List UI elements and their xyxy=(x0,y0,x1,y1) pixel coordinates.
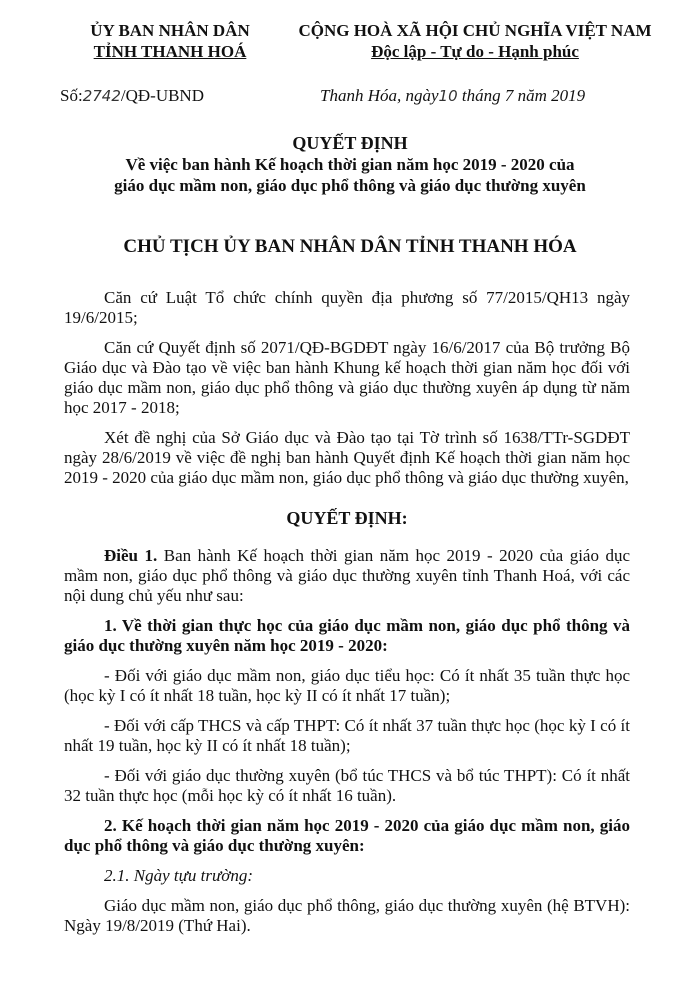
doc-number-handwritten: 2742 xyxy=(82,87,121,105)
legal-basis-2: Căn cứ Quyết định số 2071/QĐ-BGDĐT ngày 16/6/2017 của Bộ trưởng Bộ Giáo dục và Đào tạo về việc ban hành Khung kế hoạch thời gian năm học đối với giáo dục mầm non, giáo dục phổ thông và giáo dục thường xuyên áp dụng từ năm học 2017 - 2018; xyxy=(64,338,630,417)
authority-heading: CHỦ TỊCH ỦY BAN NHÂN DÂN TỈNH THANH HÓA xyxy=(123,236,577,257)
agency-line-1: ỦY BAN NHÂN DÂN xyxy=(90,21,250,40)
bullet-preschool-primary: - Đối với giáo dục mầm non, giáo dục tiểu học: Có ít nhất 35 tuần thực học (học kỳ I có ít nhất 18 tuần, học kỳ II có ít nhất 17 tuần); xyxy=(64,666,630,705)
article-1 xyxy=(64,546,630,606)
date-place: Thanh Hóa, ngày xyxy=(320,86,439,105)
title-sub-line-2: giáo dục mầm non, giáo dục phổ thông và giáo dục thường xuyên xyxy=(114,176,586,195)
document-title xyxy=(40,133,660,196)
subsection-2-1-heading: 2.1. Ngày tựu trường: xyxy=(104,866,253,885)
agency-line-2: TỈNH THANH HOÁ xyxy=(93,42,247,61)
section-1-heading: 1. Về thời gian thực học của giáo dục mầm non, giáo dục phổ thông và giáo dục thường xuyên năm học 2019 - 2020: xyxy=(64,616,630,655)
doc-number-suffix: /QĐ-UBND xyxy=(120,86,204,105)
bullet-continuing-education: - Đối với giáo dục thường xuyên (bổ túc THCS và bổ túc THPT): Có ít nhất 32 tuần thực học (mỗi học kỳ có ít nhất 16 tuần). xyxy=(64,766,630,805)
article-1-label: Điều 1. xyxy=(104,546,158,565)
article-1-text: Ban hành Kế hoạch thời gian năm học 2019 - 2020 của giáo dục mầm non, giáo dục phổ thông và giáo dục thường xuyên tỉnh Thanh Hoá, với các nội dung chủ yếu như sau: xyxy=(64,546,631,605)
motto: Độc lập - Tự do - Hạnh phúc xyxy=(371,42,579,61)
issue-date xyxy=(320,86,660,106)
title-main: QUYẾT ĐỊNH xyxy=(292,133,408,153)
bullet-secondary: - Đối với cấp THCS và cấp THPT: Có ít nhất 37 tuần thực học (học kỳ I có ít nhất 19 tuần, học kỳ II có ít nhất 18 tuần); xyxy=(64,716,630,755)
issuing-agency xyxy=(60,20,280,62)
document-body xyxy=(64,288,630,946)
doc-number-prefix: Số: xyxy=(60,86,83,105)
country-name: CỘNG HOÀ XÃ HỘI CHỦ NGHĨA VIỆT NAM xyxy=(298,21,652,40)
document-number xyxy=(60,86,204,106)
national-motto xyxy=(270,20,680,62)
date-month-year: tháng 7 năm 2019 xyxy=(457,86,586,105)
school-opening-day: Giáo dục mầm non, giáo dục phổ thông, giáo dục thường xuyên (hệ BTVH): Ngày 19/8/2019 (Thứ Hai). xyxy=(64,896,630,935)
proposal-consideration: Xét đề nghị của Sở Giáo dục và Đào tạo tại Tờ trình số 1638/TTr-SGDĐT ngày 28/6/2019 về việc đề nghị ban hành Quyết định Kế hoạch thời gian năm học 2019 - 2020 của giáo dục mầm non, giáo dục phổ thông và giáo dục thường xuyên, xyxy=(64,428,630,487)
decision-heading: QUYẾT ĐỊNH: xyxy=(286,508,408,528)
date-day-handwritten: 10 xyxy=(438,87,458,105)
legal-basis-1: Căn cứ Luật Tổ chức chính quyền địa phương số 77/2015/QH13 ngày 19/6/2015; xyxy=(64,288,630,327)
section-2-heading: 2. Kế hoạch thời gian năm học 2019 - 2020 của giáo dục mầm non, giáo dục phổ thông và giáo dục thường xuyên: xyxy=(64,816,630,855)
title-sub-line-1: Về việc ban hành Kế hoạch thời gian năm học 2019 - 2020 của xyxy=(125,155,575,174)
